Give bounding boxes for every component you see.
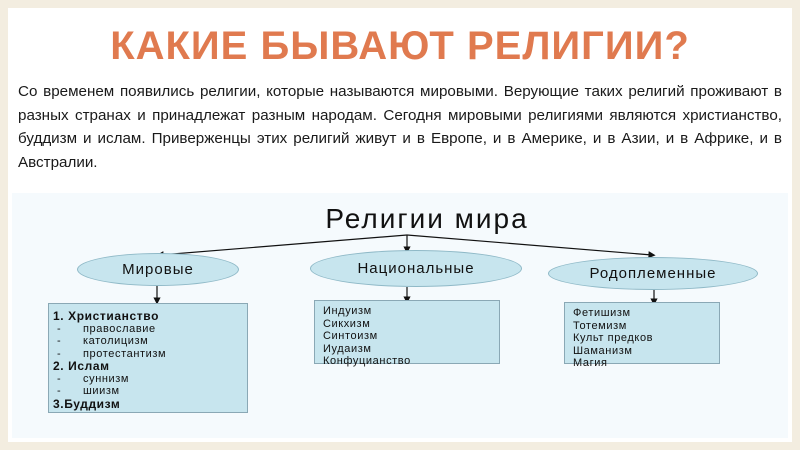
list-item: - католицизм (53, 335, 243, 348)
list-item: Сикхизм (323, 317, 371, 330)
religions-diagram (12, 193, 788, 438)
category-tribal-label: Родоплеменные (589, 265, 717, 282)
list-item: Шаманизм (573, 344, 633, 357)
list-item: Тотемизм (573, 319, 627, 332)
category-national-oval (310, 250, 522, 287)
list-item: 3.Буддизм (53, 396, 121, 411)
tribal-religions-box (564, 302, 720, 369)
national-religions-box (314, 300, 500, 367)
list-item: Культ предков (573, 332, 654, 344)
list-item: 2. Ислам (53, 359, 110, 373)
list-item: Магия (573, 357, 608, 369)
list-item: - протестантизм (53, 348, 243, 361)
category-world-oval (77, 253, 239, 286)
category-national-label: Национальные (357, 260, 475, 277)
list-item: 1. Христианство (53, 309, 160, 323)
list-item: - шиизм (53, 385, 243, 398)
list-item: Конфуцианство (323, 355, 411, 367)
diagram-title: Религии мира (325, 203, 529, 234)
category-tribal-oval (548, 257, 758, 290)
list-item: - суннизм (53, 373, 243, 386)
list-item: Иудаизм (323, 342, 372, 355)
list-item: Синтоизм (323, 330, 378, 342)
list-item: Фетишизм (573, 307, 631, 319)
world-religions-box (48, 303, 248, 413)
category-world-label: Мировые (122, 261, 194, 278)
list-item: - православие (53, 323, 243, 336)
page-title: КАКИЕ БЫВАЮТ РЕЛИГИИ? (110, 24, 690, 68)
intro-paragraph: Со временем появились религии, которые называются мировыми. Верующие таких религий проживают в разных странах и принадлежат разным народам. Сегодня мировыми религиями являются христианство, буддизм и ислам. Приверженцы этих религий живут и в Европе, и в Америке, и в Азии, и в Африке, и в Австралии. (18, 83, 782, 171)
list-item: Индуизм (323, 305, 372, 317)
